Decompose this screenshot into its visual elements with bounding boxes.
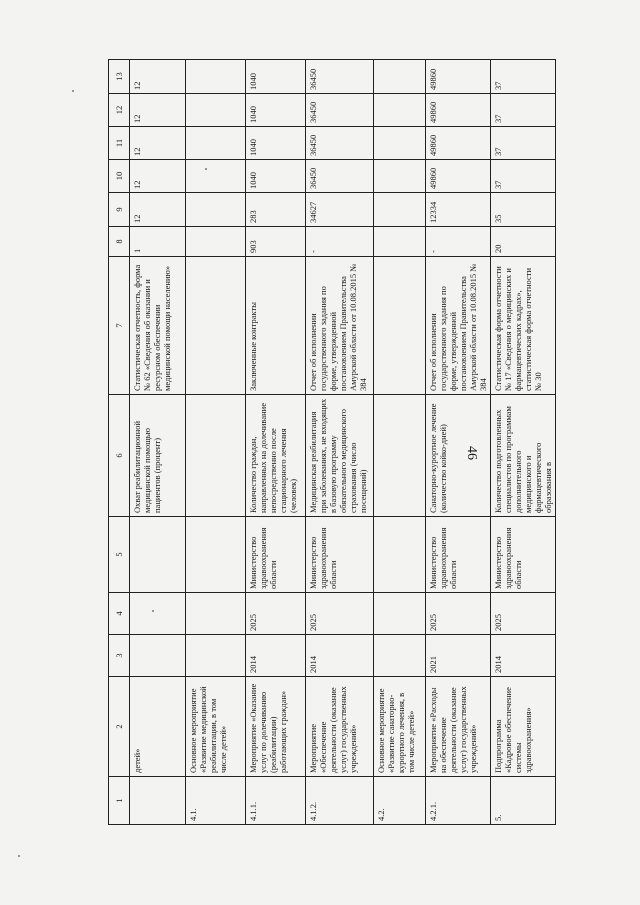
start-year-cell — [130, 635, 186, 677]
row-number-cell: 4.2.1. — [426, 777, 491, 825]
table-row — [306, 60, 374, 825]
start-year-cell — [374, 635, 426, 677]
indicator-cell — [374, 395, 426, 517]
end-year-cell: 2025 — [426, 593, 491, 635]
header-cell: 2 — [109, 677, 130, 777]
start-year-cell — [186, 635, 246, 677]
header-cell: 1 — [109, 777, 130, 825]
row-number-cell: 5. — [491, 777, 556, 825]
value-cell: 12334 — [426, 193, 491, 227]
source-cell: Отчет об исполнении государственного задания по форме, утвержденной постановлением Правительства Амурской области от 10.08.2015 № 384 — [426, 257, 491, 395]
value-cell: 37 — [491, 160, 556, 193]
program-name-cell: Основное мероприятие «Развитие медицинской реабилитации, в том числе детей» — [186, 677, 246, 777]
source-cell: Статистическая отчетность, форма № 62 «Сведения об оказании и ресурсном обеспечении медицинской помощи населению» — [130, 257, 186, 395]
end-year-cell — [186, 593, 246, 635]
value-cell: 283 — [246, 193, 306, 227]
scan-speck — [205, 168, 207, 170]
program-name-cell: Мероприятие «Расходы на обеспечение деятельности (оказание услуг) государственных учреждений» — [426, 677, 491, 777]
value-cell: - — [426, 227, 491, 257]
executor-cell: Министерство здравоохранения области — [426, 517, 491, 593]
indicator-cell: Охват реабилитационной медицинской помощью пациентов (процент) — [130, 395, 186, 517]
value-cell: 37 — [491, 60, 556, 94]
page-number: 46 — [464, 446, 479, 460]
row-number-cell — [130, 777, 186, 825]
value-cell — [186, 60, 246, 94]
indicator-cell: Количество подготовленных специалистов по программам дополнительного медицинского и фармацевтического образования в — [491, 395, 556, 517]
table-row — [374, 60, 426, 825]
value-cell: 36450 — [306, 160, 374, 193]
value-cell: 37 — [491, 94, 556, 127]
end-year-cell — [130, 593, 186, 635]
start-year-cell: 2014 — [246, 635, 306, 677]
value-cell: 49860 — [426, 127, 491, 160]
end-year-cell — [374, 593, 426, 635]
value-cell — [186, 94, 246, 127]
value-cell — [374, 94, 426, 127]
value-cell — [374, 60, 426, 94]
source-cell: Отчет об исполнении государственного задания по форме, утвержденной постановлением Правительства Амурской области от 10.08.2015 № 384 — [306, 257, 374, 395]
value-cell — [374, 127, 426, 160]
table-row — [246, 60, 306, 825]
program-name-cell: Основное мероприятие «Развитие санаторно-курортного лечения, в том числе детей» — [374, 677, 426, 777]
table-row — [491, 60, 556, 825]
value-cell: 34627 — [306, 193, 374, 227]
header-cell: 6 — [109, 395, 130, 517]
program-name-cell: детей» — [130, 677, 186, 777]
end-year-cell: 2025 — [306, 593, 374, 635]
indicator-table — [108, 59, 556, 825]
rotated-table-container — [108, 60, 554, 825]
end-year-cell: 2025 — [491, 593, 556, 635]
header-row — [109, 60, 130, 825]
header-cell: 11 — [109, 127, 130, 160]
indicator-cell: Медицинская реабилитация при заболеваниях, не входящих в базовую программу обязательного медицинского страхования (число посещений) — [306, 395, 374, 517]
value-cell: 12 — [130, 193, 186, 227]
value-cell — [374, 227, 426, 257]
value-cell: 36450 — [306, 127, 374, 160]
value-cell: 36450 — [306, 60, 374, 94]
executor-cell — [374, 517, 426, 593]
row-number-cell: 4.1. — [186, 777, 246, 825]
header-cell: 10 — [109, 160, 130, 193]
program-name-cell: Мероприятие «Оказание услуг по долечиванию (реабилитации) работающих граждан» — [246, 677, 306, 777]
header-cell: 5 — [109, 517, 130, 593]
value-cell: 12 — [130, 127, 186, 160]
table-row — [186, 60, 246, 825]
value-cell: 49860 — [426, 60, 491, 94]
value-cell: 49860 — [426, 94, 491, 127]
program-name-cell: Подпрограмма «Кадровое обеспечение системы здравоохранения» — [491, 677, 556, 777]
value-cell: 12 — [130, 94, 186, 127]
value-cell: 1040 — [246, 127, 306, 160]
start-year-cell: 2021 — [426, 635, 491, 677]
header-cell: 13 — [109, 60, 130, 94]
value-cell: 1 — [130, 227, 186, 257]
row-number-cell: 4.2. — [374, 777, 426, 825]
value-cell — [186, 160, 246, 193]
value-cell: 20 — [491, 227, 556, 257]
value-cell — [374, 193, 426, 227]
header-cell: 8 — [109, 227, 130, 257]
indicator-cell: Санаторно-курортное лечение (количество койко-дней) — [426, 395, 491, 517]
scan-speck — [152, 610, 154, 612]
value-cell — [186, 193, 246, 227]
row-number-cell: 4.1.2. — [306, 777, 374, 825]
header-cell: 12 — [109, 94, 130, 127]
scan-speck — [72, 90, 74, 92]
source-cell — [186, 257, 246, 395]
value-cell: - — [306, 227, 374, 257]
value-cell: 49860 — [426, 160, 491, 193]
value-cell: 12 — [130, 160, 186, 193]
executor-cell — [186, 517, 246, 593]
table-row — [426, 60, 491, 825]
start-year-cell: 2014 — [491, 635, 556, 677]
value-cell: 903 — [246, 227, 306, 257]
value-cell: 1040 — [246, 160, 306, 193]
value-cell — [186, 127, 246, 160]
executor-cell: Министерство здравоохранения области — [246, 517, 306, 593]
header-cell: 3 — [109, 635, 130, 677]
row-number-cell: 4.1.1. — [246, 777, 306, 825]
value-cell: 12 — [130, 60, 186, 94]
value-cell — [374, 160, 426, 193]
header-cell: 7 — [109, 257, 130, 395]
executor-cell: Министерство здравоохранения области — [306, 517, 374, 593]
header-cell: 4 — [109, 593, 130, 635]
end-year-cell: 2025 — [246, 593, 306, 635]
executor-cell: Министерство здравоохранения области — [491, 517, 556, 593]
program-name-cell: Мероприятие «Обеспечение деятельности (оказание услуг) государственных учреждений» — [306, 677, 374, 777]
value-cell: 36450 — [306, 94, 374, 127]
value-cell: 1040 — [246, 60, 306, 94]
source-cell: Заключенные контракты — [246, 257, 306, 395]
header-cell: 9 — [109, 193, 130, 227]
indicator-cell — [186, 395, 246, 517]
value-cell: 37 — [491, 127, 556, 160]
value-cell — [186, 227, 246, 257]
indicator-cell: Количество граждан, направленных на долечивание непосредственно после стационарного лечения (человек) — [246, 395, 306, 517]
scan-speck — [18, 855, 20, 857]
start-year-cell: 2014 — [306, 635, 374, 677]
source-cell — [374, 257, 426, 395]
executor-cell — [130, 517, 186, 593]
value-cell: 1040 — [246, 94, 306, 127]
source-cell: Статистическая форма отчетности № 17 «Сведения о медицинских и фармацевтических кадрах», статистическая форма отчетности № 30 — [491, 257, 556, 395]
table-row — [130, 60, 186, 825]
value-cell: 35 — [491, 193, 556, 227]
